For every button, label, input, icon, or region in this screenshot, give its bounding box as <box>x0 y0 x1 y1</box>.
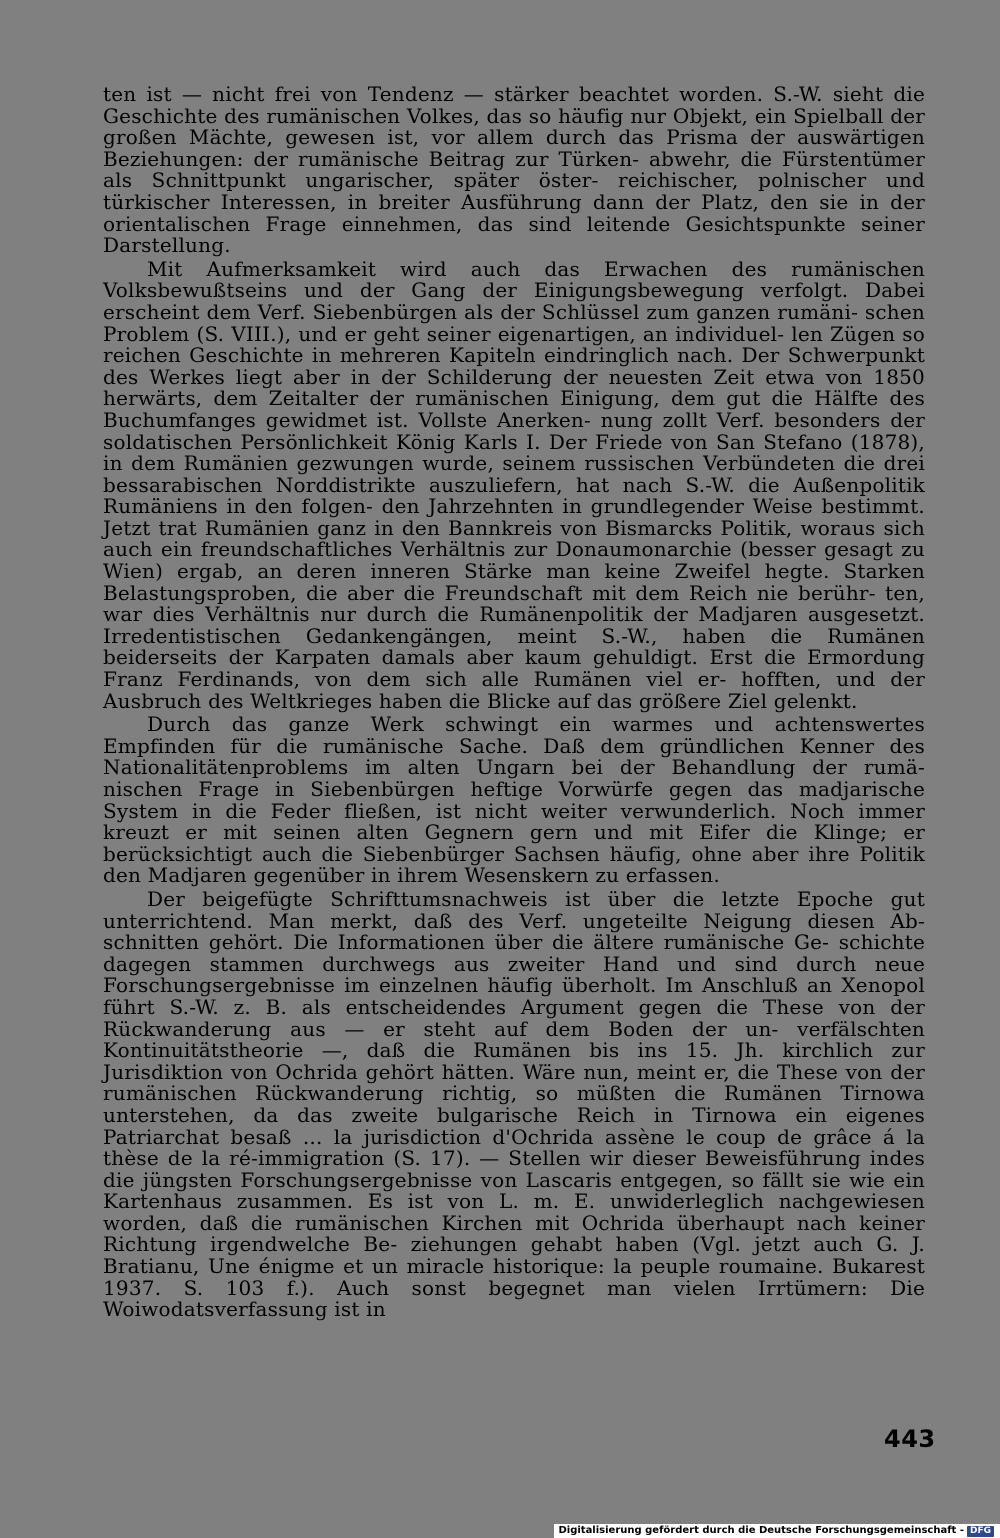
dfg-logo-icon: DFG <box>967 1526 994 1537</box>
body-text <box>103 84 925 1323</box>
paragraph-3: Durch das ganze Werk schwingt ein warmes und achtenswertes Empfinden für die rumänische Sache. Daß dem gründlichen Kenner des Nationalitätenproblems im alten Ungarn bei der Behandlung der rumä- nischen Frage in Siebenbürgen heftige Vorwürfe gegen das madjarische System in die Feder fließen, ist nicht weiter verwunderlich. Noch immer kreuzt er mit seinen alten Gegnern gern und mit Eifer die Klinge; er berücksichtigt auch die Siebenbürger Sachsen häufig, ohne aber ihre Politik den Madjaren gegenüber in ihrem Wesenskern zu erfassen. <box>103 712 925 888</box>
paragraph-2: Mit Aufmerksamkeit wird auch das Erwachen des rumänischen Volksbewußtseins und der Gang der Einigungsbewegung verfolgt. Dabei erscheint dem Verf. Siebenbürgen als der Schlüssel zum ganzen rumäni- schen Problem (S. VIII.), und er geht seiner eigenartigen, an individuel- len Zügen so reichen Geschichte in mehreren Kapiteln eindringlich nach. Der Schwerpunkt des Werkes liegt aber in der Schilderung der neuesten Zeit etwa von 1850 herwärts, dem Zeitalter der rumänischen Einigung, dem gut die Hälfte des Buchumfanges gewidmet ist. Vollste Anerken- nung zollt Verf. besonders der soldatischen Persönlichkeit König Karls I. Der Friede von San Stefano (1878), in dem Rumänien gezwungen wurde, seinem russischen Verbündeten die drei bessarabischen Norddistrikte auszuliefern, hat nach S.-W. die Außenpolitik Rumäniens in den folgen- den Jahrzehnten in grundlegender Weise bestimmt. Jetzt trat Rumänien ganz in den Bannkreis von Bismarcks Politik, woraus sich auch ein freundschaftliches Verhältnis zur Donaumonarchie (besser gesagt zu Wien) ergab, an deren inneren Stärke man keine Zweifel hegte. Starken Belastungsproben, die aber die Freundschaft mit dem Reich nie berühr- ten, war dies Verhältnis nur durch die Rumänenpolitik der Madjaren ausgesetzt. Irredentistischen Gedankengängen, meint S.-W., haben die Rumänen beiderseits der Karpaten damals aber kaum gehuldigt. Erst die Ermordung Franz Ferdinands, von dem sich alle Rumänen viel er- hofften, und der Ausbruch des Weltkrieges haben die Blicke auf das größere Ziel gelenkt. <box>103 256 925 713</box>
paragraph-1: ten ist — nicht frei von Tendenz — stärker beachtet worden. S.-W. sieht die Geschichte des rumänischen Volkes, das so häufig nur Objekt, ein Spielball der großen Mächte, gewesen ist, vor allem durch das Prisma der auswärtigen Beziehungen: der rumänische Beitrag zur Türken- abwehr, die Fürstentümer als Schnittpunkt ungarischer, später öster- reichischer, polnischer und türkischer Interessen, in breiter Ausführung dann der Platz, den sie in der orientalischen Frage einnehmen, das sind leitende Gesichtspunkte seiner Darstellung. <box>103 82 925 258</box>
paragraph-4: Der beigefügte Schrifttumsnachweis ist über die letzte Epoche gut unterrichtend. Man merkt, daß des Verf. ungeteilte Neigung diesen Ab- schnitten gehört. Die Informationen über die ältere rumänische Ge- schichte dagegen stammen durchwegs aus zweiter Hand und sind durch neue Forschungsergebnisse im einzelnen häufig überholt. Im Anschluß an Xenopol führt S.-W. z. B. als entscheidendes Argument gegen die These von der Rückwanderung aus — er steht auf dem Boden der un- verfälschten Kontinuitätstheorie —, daß die Rumänen bis ins 15. Jh. kirchlich zur Jurisdiktion von Ochrida gehört hätten. Wäre nun, meint er, die These von der rumänischen Rückwanderung richtig, so müßten die Rumänen Tirnowa unterstehen, da das zweite bulgarische Reich in Tirnowa ein eigenes Patriarchat besaß ... la jurisdiction d'Ochrida assène le coup de grâce á la thèse de la ré-immigration (S. 17). — Stellen wir dieser Beweisführung indes die jüngsten Forschungsergebnisse von Lascaris entgegen, so fällt sie wie ein Kartenhaus zusammen. Es ist von L. m. E. unwiderleglich nachgewiesen worden, daß die rumänischen Kirchen mit Ochrida überhaupt nach keiner Richtung irgendwelche Be- ziehungen gehabt haben (Vgl. jetzt auch G. J. Bratianu, Une énigme et un miracle historique: la peuple roumaine. Bukarest 1937. S. 103 f.). Auch sonst begegnet man vielen Irrtümern: Die Woiwodatsverfassung ist in <box>103 886 925 1322</box>
footer-text: Digitalisierung gefördert durch die Deutsche Forschungsgemeinschaft - <box>558 1525 964 1536</box>
page-number: 443 <box>884 1425 936 1453</box>
digitization-footer <box>554 1524 1000 1538</box>
